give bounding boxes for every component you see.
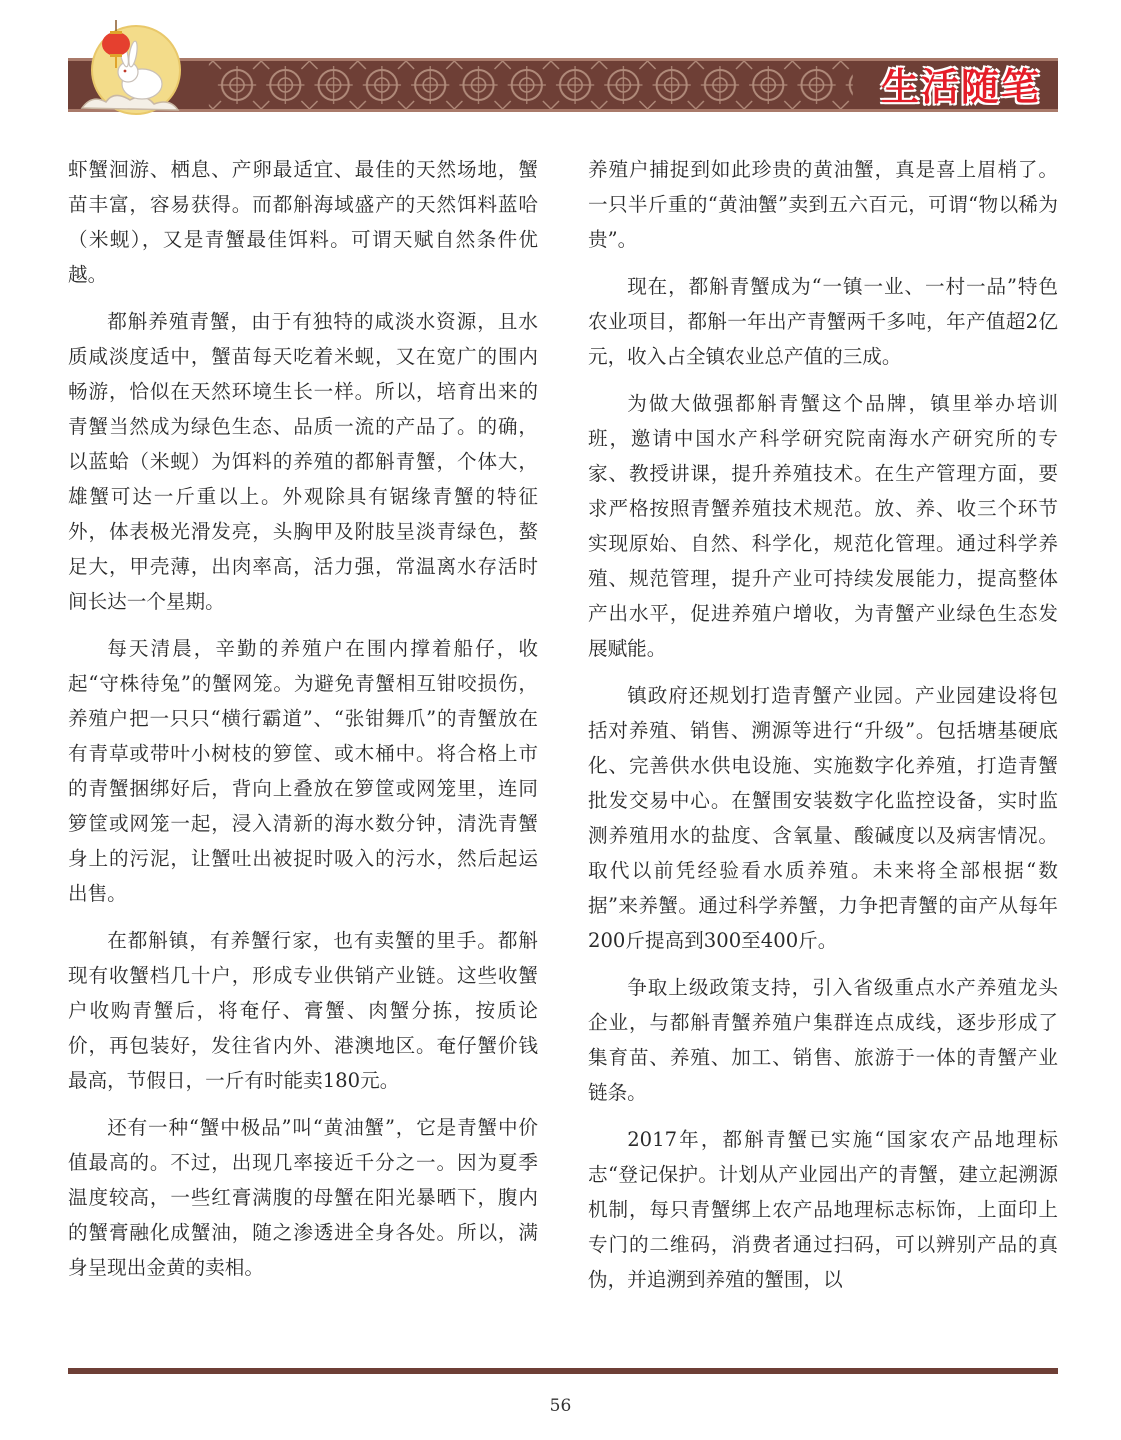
page-header bbox=[0, 0, 1121, 120]
paragraph: 还有一种“蟹中极品”叫“黄油蟹”，它是青蟹中价值最高的。不过，出现几率接近千分之一。因为夏季温度较高，一些红膏满腹的母蟹在阳光暴晒下，腹内的蟹膏融化成蟹油，随之渗透进全身各处。所以，满身呈现出金黄的卖相。 bbox=[68, 1116, 538, 1279]
page-number: 56 bbox=[549, 1396, 572, 1416]
paragraph: 镇政府还规划打造青蟹产业园。产业园建设将包括对养殖、销售、溯源等进行“升级”。包括塘基硬底化、完善供水供电设施、实施数字化养殖，打造青蟹批发交易中心。在蟹围安装数字化监控设备，实时监测养殖用水的盐度、含氧量、酸碱度以及病害情况。取代以前凭经验看水质养殖。未来将全部根据“数据”来养蟹。通过科学养蟹，力争把青蟹的亩产从每年200斤提高到300至400斤。 bbox=[588, 684, 1058, 952]
paragraph: 都斛养殖青蟹，由于有独特的咸淡水资源，且水质咸淡度适中，蟹苗每天吃着米蚬，又在宽广的围内畅游，恰似在天然环境生长一样。所以，培育出来的青蟹当然成为绿色生态、品质一流的产品了。的确，以蓝蛤（米蚬）为饵料的养殖的都斛青蟹，个体大，雄蟹可达一斤重以上。外观除具有锯缘青蟹的特征外，体表极光滑发亮，头胸甲及附肢呈淡青绿色，螯足大，甲壳薄，出肉率高，活力强，常温离水存活时间长达一个星期。 bbox=[68, 310, 538, 613]
paragraph: 为做大做强都斛青蟹这个品牌，镇里举办培训班，邀请中国水产科学研究院南海水产研究所的专家、教授讲课，提升养殖技术。在生产管理方面，要求严格按照青蟹养殖技术规范。放、养、收三个环节实现原始、自然、科学化，规范化管理。通过科学养殖、规范管理，提升产业可持续发展能力，提高整体产出水平，促进养殖户增收，为青蟹产业绿色生态发展赋能。 bbox=[588, 392, 1058, 660]
paragraph: 养殖户捕捉到如此珍贵的黄油蟹，真是喜上眉梢了。一只半斤重的“黄油蟹”卖到五六百元，可谓“物以稀为贵”。 bbox=[588, 158, 1058, 251]
right-column bbox=[588, 152, 1058, 1309]
paragraph: 争取上级政策支持，引入省级重点水产养殖龙头企业，与都斛青蟹养殖户集群连点成线，逐步形成了集育苗、养殖、加工、销售、旅游于一体的青蟹产业链条。 bbox=[588, 976, 1058, 1104]
paragraph: 在都斛镇，有养蟹行家，也有卖蟹的里手。都斛现有收蟹档几十户，形成专业供销产业链。这些收蟹户收购青蟹后，将奄仔、膏蟹、肉蟹分拣，按质论价，再包装好，发往省内外、港澳地区。奄仔蟹价钱最高，节假日，一斤有时能卖180元。 bbox=[68, 929, 538, 1092]
section-title: 生活随笔 bbox=[880, 65, 1041, 109]
rabbit-moon-emblem bbox=[78, 10, 198, 120]
paragraph: 2017年，都斛青蟹已实施“国家农产品地理标志“登记保护。计划从产业园出产的青蟹，建立起溯源机制，每只青蟹绑上农产品地理标志标饰，上面印上专门的二维码，消费者通过扫码，可以辨别产品的真伪，并追溯到养殖的蟹围，以 bbox=[588, 1128, 1058, 1291]
footer-rule bbox=[68, 1368, 1058, 1374]
paragraph: 虾蟹洄游、栖息、产卵最适宜、最佳的天然场地，蟹苗丰富，容易获得。而都斛海域盛产的天然饵料蓝哈（米蚬），又是青蟹最佳饵料。可谓天赋自然条件优越。 bbox=[68, 158, 538, 286]
paragraph: 每天清晨，辛勤的养殖户在围内撑着船仔，收起“守株待兔”的蟹网笼。为避免青蟹相互钳咬损伤，养殖户把一只只“横行霸道”、“张钳舞爪”的青蟹放在有青草或带叶小树枝的箩筐、或木桶中。将合格上市的青蟹捆绑好后，背向上叠放在箩筐或网笼里，连同箩筐或网笼一起，浸入清新的海水数分钟，清洗青蟹身上的污泥，让蟹吐出被捉时吸入的污水，然后起运出售。 bbox=[68, 637, 538, 905]
left-column bbox=[68, 152, 538, 1297]
paragraph: 现在，都斛青蟹成为“一镇一业、一村一品”特色农业项目，都斛一年出产青蟹两千多吨，年产值超2亿元，收入占全镇农业总产值的三成。 bbox=[588, 275, 1058, 368]
